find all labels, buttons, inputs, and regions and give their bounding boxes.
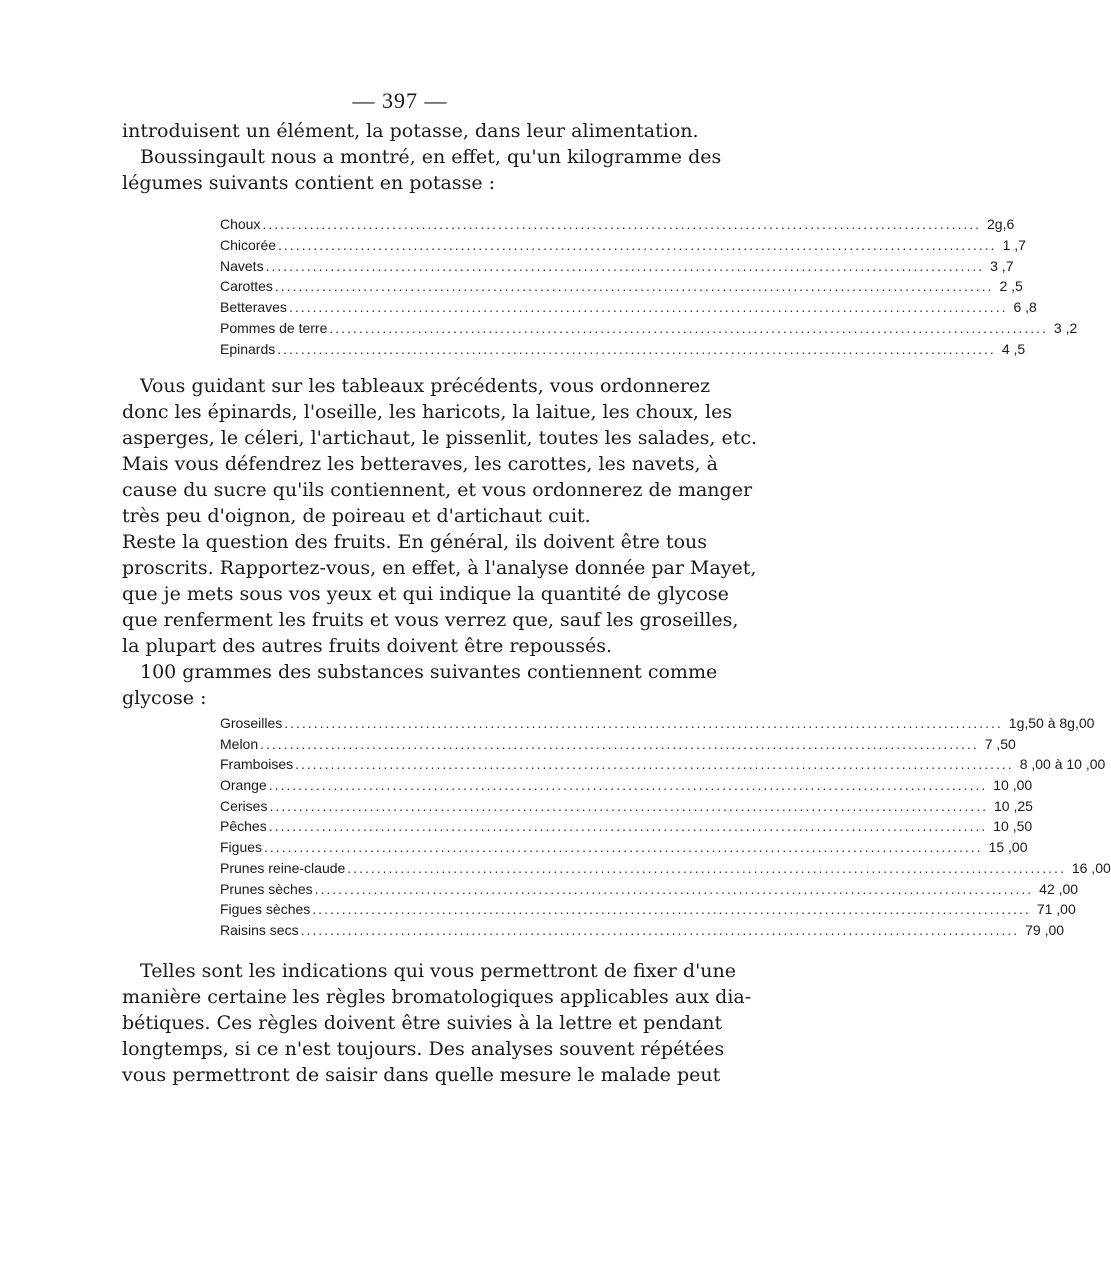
glucose-value: 16 ,00 <box>1071 859 1111 876</box>
potassium-value: 2 ,5 <box>999 278 1023 295</box>
table-row <box>220 214 1015 235</box>
potassium-value: 3 ,2 <box>1053 319 1078 336</box>
leader-dots <box>278 235 997 256</box>
fruit-name: Orange <box>220 777 267 794</box>
vegetable-name: Betteraves <box>220 299 287 316</box>
fruit-name: Framboises <box>220 756 294 773</box>
table-row <box>220 899 1076 920</box>
leader-dots <box>269 816 988 837</box>
leader-dots <box>266 256 985 277</box>
potassium-value: 4 ,5 <box>1001 340 1026 357</box>
table-row <box>220 920 1065 941</box>
leader-dots <box>295 754 1014 775</box>
table-row <box>220 775 1033 796</box>
leader-dots <box>347 858 1066 879</box>
glucose-value: 10 ,50 <box>993 818 1033 835</box>
table-row <box>220 339 1026 360</box>
table-row <box>220 858 1111 879</box>
vegetable-name: Carottes <box>220 278 273 295</box>
text-line: donc les épinards, l'oseille, les haricots, la laitue, les choux, les <box>122 401 733 423</box>
text-line: la plupart des autres fruits doivent être repoussés. <box>122 635 613 657</box>
text-line: très peu d'oignon, de poireau et d'artichaut cuit. <box>122 505 591 527</box>
conclusion-paragraph <box>122 958 752 1088</box>
potassium-table <box>220 214 1078 360</box>
glucose-value: 10 ,25 <box>994 797 1033 814</box>
table-row <box>220 879 1079 900</box>
text-line: que je mets sous vos yeux et qui indique la quantité de glycose <box>122 583 729 605</box>
text-line: Vous guidant sur les tableaux précédents, vous ordonnerez <box>140 375 711 397</box>
table-row <box>220 734 1016 755</box>
text-line: longtemps, si ce n'est toujours. Des analyses souvent répétées <box>122 1038 725 1060</box>
fruit-name: Prunes sèches <box>220 880 313 897</box>
leader-dots <box>284 713 1003 734</box>
table-row <box>220 235 1026 256</box>
leader-dots <box>301 920 1020 941</box>
leader-dots <box>269 775 988 796</box>
potassium-value: 1 ,7 <box>1002 236 1026 253</box>
leader-dots <box>262 214 981 235</box>
table-row <box>220 297 1037 318</box>
leader-dots <box>312 899 1031 920</box>
text-line: vous permettront de saisir dans quelle mesure le malade peut <box>122 1064 721 1086</box>
glucose-value: 8 ,00 à 10 ,00 <box>1019 756 1106 773</box>
text-line: asperges, le céleri, l'artichaut, le pissenlit, toutes les salades, etc. <box>122 427 758 449</box>
leader-dots <box>329 318 1048 339</box>
text-line: que renferment les fruits et vous verrez que, sauf les groseilles, <box>122 609 739 631</box>
text-line: bétiques. Ces règles doivent être suivies à la lettre et pendant <box>122 1012 723 1034</box>
glucose-value: 15 ,00 <box>988 839 1028 856</box>
leader-dots <box>264 837 983 858</box>
table-row <box>220 837 1028 858</box>
glucose-value: 1g,50 à 8g,00 <box>1008 715 1095 731</box>
text-line: Mais vous défendrez les betteraves, les carottes, les navets, à <box>122 453 718 475</box>
glucose-value: 7 ,50 <box>984 735 1016 752</box>
table-row <box>220 796 1033 817</box>
leader-dots <box>260 734 979 755</box>
leader-dots <box>269 796 988 817</box>
leader-dots <box>289 297 1008 318</box>
text-line: cause du sucre qu'ils contiennent, et vous ordonnerez de manger <box>122 479 753 501</box>
table-row <box>220 816 1033 837</box>
leader-dots <box>315 879 1034 900</box>
fruit-name: Raisins secs <box>220 921 299 938</box>
glucose-value: 71 ,00 <box>1036 901 1076 918</box>
table-row <box>220 256 1014 277</box>
glucose-value: 42 ,00 <box>1039 880 1079 897</box>
vegetable-name: Navets <box>220 257 264 274</box>
table-row <box>220 754 1106 775</box>
text-line: introduisent un élément, la potasse, dans leur alimentation. <box>122 120 699 142</box>
potassium-value: 6 ,8 <box>1013 299 1037 316</box>
vegetable-name: Pommes de terre <box>220 319 328 336</box>
table-row <box>220 276 1023 297</box>
fruit-name: Figues <box>220 839 263 856</box>
fruit-name: Pêches <box>220 818 267 835</box>
text-line: manière certaine les règles bromatologiques applicables aux dia- <box>122 986 752 1008</box>
potassium-value: 2g,6 <box>987 216 1015 232</box>
text-line: Boussingault nous a montré, en effet, qu'un kilogramme des <box>140 146 722 168</box>
text-line: 100 grammes des substances suivantes contiennent comme <box>140 661 718 683</box>
text-line: Reste la question des fruits. En général, ils doivent être tous <box>122 531 707 553</box>
vegetable-name: Chicorée <box>220 236 277 253</box>
fruit-name: Melon <box>220 735 259 752</box>
vegetable-name: Epinards <box>220 340 276 357</box>
fruit-name: Prunes reine-claude <box>220 859 346 876</box>
potassium-value: 3 ,7 <box>990 257 1014 274</box>
text-line: légumes suivants contient en potasse : <box>122 172 496 194</box>
fruit-name: Cerises <box>220 797 268 814</box>
table-row <box>220 713 1095 734</box>
vegetable-name: Choux <box>220 216 261 232</box>
text-line: Telles sont les indications qui vous permettront de fixer d'une <box>140 960 737 982</box>
fruits-paragraph <box>122 373 758 711</box>
fruit-name: Figues sèches <box>220 901 311 918</box>
fruit-name: Groseilles <box>220 715 283 731</box>
leader-dots <box>275 276 994 297</box>
glucose-table <box>220 713 1111 941</box>
intro-paragraph <box>122 118 722 196</box>
page-number: — 397 — <box>352 88 448 113</box>
table-row <box>220 318 1078 339</box>
glucose-value: 10 ,00 <box>993 777 1033 794</box>
text-line: glycose : <box>122 687 207 709</box>
text-line: proscrits. Rapportez-vous, en effet, à l'analyse donnée par Mayet, <box>122 557 757 579</box>
glucose-value: 79 ,00 <box>1025 921 1065 938</box>
leader-dots <box>277 339 996 360</box>
